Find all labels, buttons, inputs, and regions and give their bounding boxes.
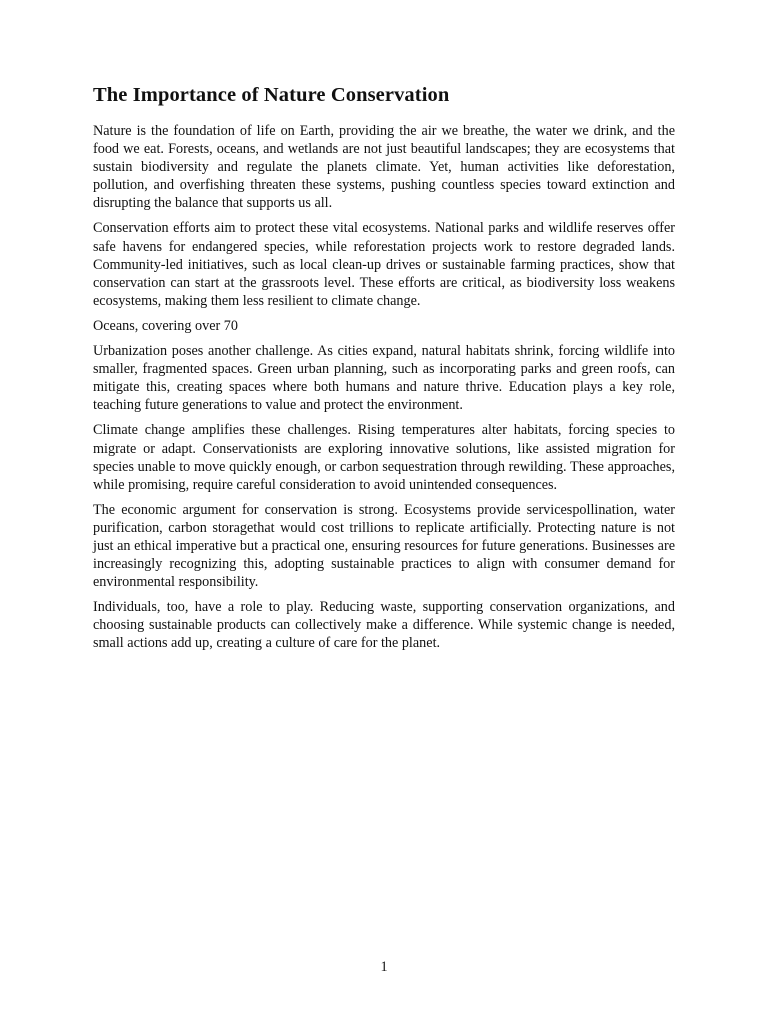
paragraph-economic-argument: The economic argument for conservation is strong. Ecosystems provide servicespollination, water purification, carbon storagethat would cost trillions to replicate artificially. Protecting nature is not just an ethical imperative but a practical one, ensuring resources for future generations. Businesses are increasingly recognizing this, adopting sustainable practices to align with consumer demand for environmental responsibility. <box>93 501 675 591</box>
paragraph-oceans: Oceans, covering over 70 <box>93 317 238 334</box>
page-number: 1 <box>380 959 388 975</box>
paragraph-urbanization: Urbanization poses another challenge. As cities expand, natural habitats shrink, forcing wildlife into smaller, fragmented spaces. Green urban planning, such as incorporating parks and green roofs, can mitigate this, creating spaces where both humans and nature thrive. Education plays a key role, teaching future generations to value and protect the environment. <box>93 343 675 414</box>
paragraph-conservation-efforts: Conservation efforts aim to protect these vital ecosystems. National parks and wildlife reserves offer safe havens for endangered species, while reforestation projects work to restore degraded lands. Community-led initiatives, such as local clean-up drives or sustainable farming practices, show that conservation can start at the grassroots level. These efforts are critical, as biodiversity loss weakens ecosystems, making them less resilient to climate change. <box>93 220 675 309</box>
document-title: The Importance of Nature Conservation <box>93 84 450 106</box>
document-body <box>93 82 675 660</box>
paragraph-intro: Nature is the foundation of life on Earth, providing the air we breathe, the water we drink, and the food we eat. Forests, oceans, and wetlands are not just beautiful landscapes; they are ecosystems that sustain biodiversity and regulate the planets climate. Yet, human activities like deforestation, pollution, and overfishing threaten these systems, pushing countless species toward extinction and disrupting the balance that supports us all. <box>93 123 675 212</box>
paragraph-individuals: Individuals, too, have a role to play. Reducing waste, supporting conservation organizations, and choosing sustainable products can collectively make a difference. While systemic change is needed, small actions add up, creating a culture of care for the planet. <box>93 599 675 652</box>
paragraph-climate-change: Climate change amplifies these challenges. Rising temperatures alter habitats, forcing species to migrate or adapt. Conservationists are exploring innovative solutions, like assisted migration for species unable to move quickly enough, or carbon sequestration through rewilding. These approaches, while promising, require careful consideration to avoid unintended consequences. <box>93 422 675 493</box>
